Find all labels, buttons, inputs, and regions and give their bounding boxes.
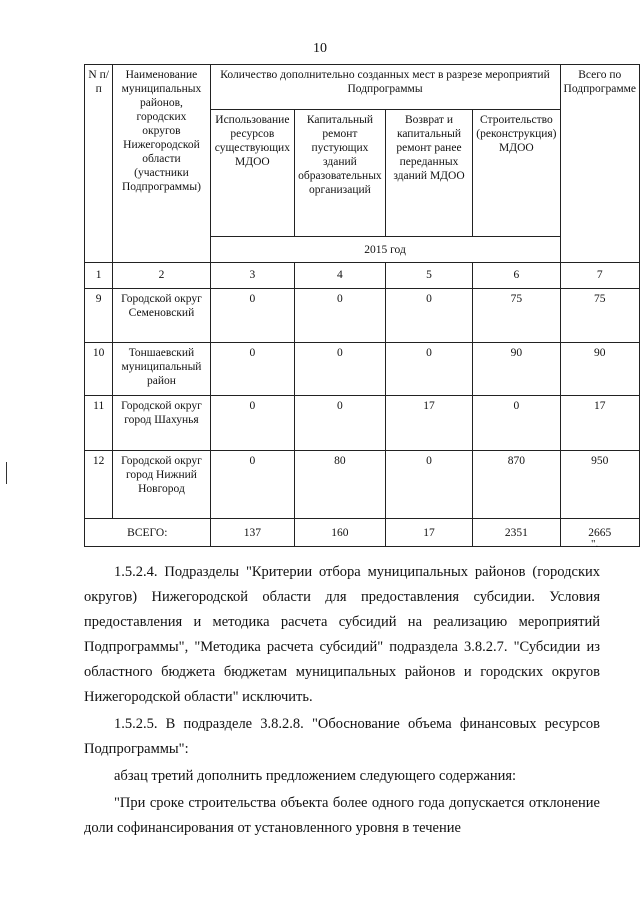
row-value: 90 — [560, 343, 640, 396]
row-value: 0 — [385, 451, 473, 519]
total-row — [85, 519, 640, 547]
index-cell: 4 — [295, 263, 386, 289]
index-cell: 3 — [210, 263, 295, 289]
header-num: N п/п — [85, 65, 113, 263]
header-total: Всего по Подпрограмме — [560, 65, 640, 263]
index-cell: 6 — [473, 263, 560, 289]
row-value: 0 — [210, 343, 295, 396]
table-row — [85, 451, 640, 519]
row-value: 75 — [560, 289, 640, 343]
row-num: 12 — [85, 451, 113, 519]
row-num: 10 — [85, 343, 113, 396]
row-value: 17 — [560, 396, 640, 451]
row-value: 0 — [385, 343, 473, 396]
total-value: 17 — [385, 519, 473, 547]
row-value: 90 — [473, 343, 560, 396]
paragraph: "При сроке строительства объекта более одного года допускается отклонение доли софинансирования от установленного уровня в течение — [84, 795, 600, 836]
subsidy-table — [84, 64, 640, 547]
header-name: Наименование муниципальных районов, городских округов Нижегородской области (участники Подпрограммы) — [113, 65, 210, 263]
paragraph: абзац третий дополнить предложением следующего содержания: — [114, 768, 517, 784]
header-year: 2015 год — [210, 237, 560, 263]
total-label: ВСЕГО: — [85, 519, 211, 547]
row-value: 0 — [295, 396, 386, 451]
row-num: 11 — [85, 396, 113, 451]
index-cell: 5 — [385, 263, 473, 289]
row-value: 0 — [295, 343, 386, 396]
row-name: Городской округ Семеновский — [113, 289, 210, 343]
header-col3: Использование ресурсов существующих МДОО — [210, 110, 295, 237]
row-value: 0 — [385, 289, 473, 343]
row-value: 17 — [385, 396, 473, 451]
row-name: Городской округ город Шахунья — [113, 396, 210, 451]
row-value: 75 — [473, 289, 560, 343]
row-value: 0 — [210, 451, 295, 519]
header-group: Количество дополнительно созданных мест в разрезе мероприятий Подпрограммы — [210, 65, 560, 110]
index-cell: 7 — [560, 263, 640, 289]
row-num: 9 — [85, 289, 113, 343]
closing-quote: ". — [591, 538, 599, 550]
total-value: 137 — [210, 519, 295, 547]
index-cell: 1 — [85, 263, 113, 289]
total-value: 2665 — [560, 519, 640, 547]
table-row — [85, 396, 640, 451]
header-col4: Капитальный ремонт пустующих зданий образовательных организаций — [295, 110, 386, 237]
row-name: Городской округ город Нижний Новгород — [113, 451, 210, 519]
row-value: 950 — [560, 451, 640, 519]
page-number: 10 — [313, 41, 327, 56]
margin-mark — [6, 462, 7, 484]
index-cell: 2 — [113, 263, 210, 289]
total-value: 2351 — [473, 519, 560, 547]
header-col5: Возврат и капитальный ремонт ранее переданных зданий МДОО — [385, 110, 473, 237]
row-value: 0 — [210, 396, 295, 451]
row-value: 0 — [210, 289, 295, 343]
paragraph: 1.5.2.4. Подразделы "Критерии отбора муниципальных районов (городских округов) Нижегородской области для предоставления субсидии. Условия предоставления и методика расчета субсидий на реализацию мероприятий Подпрограммы", "Методика расчета субсидий" подраздела 3.8.2.7. "Субсидии из областного бюджета бюджетам муниципальных районов и городских округов Нижегородской области" исключить. — [84, 564, 600, 705]
body-text — [84, 560, 600, 843]
row-value: 870 — [473, 451, 560, 519]
row-value: 80 — [295, 451, 386, 519]
table-row — [85, 343, 640, 396]
row-value: 0 — [295, 289, 386, 343]
paragraph: 1.5.2.5. В подразделе 3.8.2.8. "Обоснование объема финансовых ресурсов Подпрограммы": — [84, 716, 600, 757]
index-row — [85, 263, 640, 289]
row-value: 0 — [473, 396, 560, 451]
total-value: 160 — [295, 519, 386, 547]
row-name: Тоншаевский муниципальный район — [113, 343, 210, 396]
table-row — [85, 289, 640, 343]
header-col6: Строительство (реконструкция) МДОО — [473, 110, 560, 237]
